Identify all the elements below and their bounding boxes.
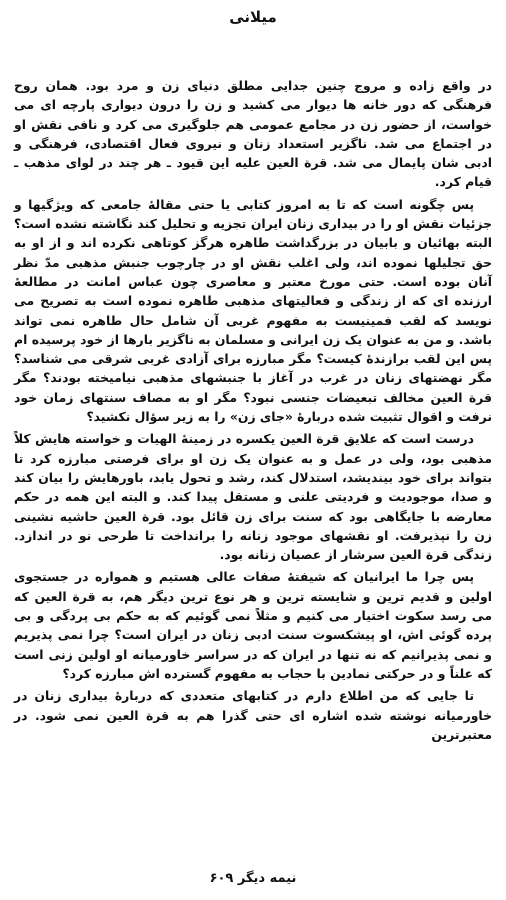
- paragraph: در واقع زاده و مروج چنین جدایی مطلق دنیای زن و مرد بود. همان روح فرهنگی که دور خانه ها دیوار می کشید و زن را درون دیواری پارچه ای می خواست، از حضور زن در مجامع عمومی هم جلوگیری می کرد و نافی نقش او در اجتماع می شد. ناگزیر استعداد زنان و نیروی فعال اقتصادی، فرهنگی و ادبی شان پایمال می شد. قرة العین علیه این قیود ـ هر چند در لوای مذهب ـ قیام کرد.: [14, 78, 492, 190]
- paragraph: تا جایی که من اطلاع دارم در کتابهای متعددی که دربارهٔ بیداری زنان در خاورمیانه نوشته شده اشاره ای حتی گذرا هم به قرة العین نمی شود. در معتبرترین: [14, 688, 492, 742]
- page-footer: نیمه دیگر ۶۰۹: [209, 871, 297, 886]
- body-text: [14, 76, 492, 744]
- paragraph: درست است که علایق قرة العین یکسره در زمینهٔ الهیات و خواسته هایش کلاً مذهبی بود، ولی در عمل و به عنوان یک زن او برای فرصتی مبارزه کرد تا بتواند برای خود بیندیشد، استدلال کند، رشد و تحول یابد، باورهایش را بیان کند و صدا، موجودیت و فردیتی علنی و مستقل پیدا کند. و البته این همه در حکم معارضه با جایگاهی بود که سنت برای زن قائل بود. قرة العین حاشیه نشینی زن را نپذیرفت. او نقشهای موجود زنانه را برانداخت تا طرحی نو در اندازد. زندگی قرة العین سرشار از عصیان زنانه بود.: [14, 431, 492, 563]
- running-header: میلانی: [229, 8, 277, 26]
- paragraph: پس چگونه است که تا به امروز کتابی یا حتی مقالهٔ جامعی که ویژگیها و جزئیات نقش او را در بیداری زنان ایران تجزیه و تحلیل کند نگاشته نشده است؟ البته بهائیان و بابیان در بزرگداشت طاهره هرگز کوتاهی نکرده اند و از او به حق تجلیلها نموده اند، ولی اغلب نقش او در چارچوب جنبش مذهبی مدّ نظر آنان بوده است. حتی مورخ معتبر و معاصری چون عباس امانت در مطالعهٔ ارزنده ای که از زندگی و فعالیتهای مذهبی طاهره نموده است به تصریح می نویسد که لقب فمینیست به مفهوم غربی آن شامل حال طاهره نمی تواند باشد. و من به عنوان یک زن ایرانی و مسلمان به ناگزیر بارها از خود پرسیده ام پس این لقب برازندهٔ کیست؟ مگر مبارزه برای آزادی غربی شرقی می شناسد؟ مگر نهضتهای زنان در غرب در آغاز با جنبشهای مذهبی نیامیخته بودند؟ مگر قرة العین مخالف تبعیضات جنسی نبود؟ مگر او به مصاف سنتهای زمان خود نرفت و اقوال تثبیت شده دربارهٔ «جای زن» را به زیر سؤال نکشید؟: [14, 196, 492, 425]
- paragraph: پس چرا ما ایرانیان که شیفتهٔ صفات عالی هستیم و همواره در جستجوی اولین و قدیم ترین و شایسته ترین و هر نوع ترین دیگر هم، به قرة العین که می رسد سکوت اختیار می کنیم و مثلاً نمی گوئیم که به حکم بی پردگی و بی پرده گوئی اش، او پیشکسوت سنت ادبی زنان در ایران است؟ چرا نمی پذیریم و نمی پذیرانیم که نه تنها در ایران که در سراسر خاورمیانه او اولین زنی است که علناً و در حرکتی نمادین با حجاب به مفهوم گسترده اش مبارزه کرد؟: [14, 569, 492, 681]
